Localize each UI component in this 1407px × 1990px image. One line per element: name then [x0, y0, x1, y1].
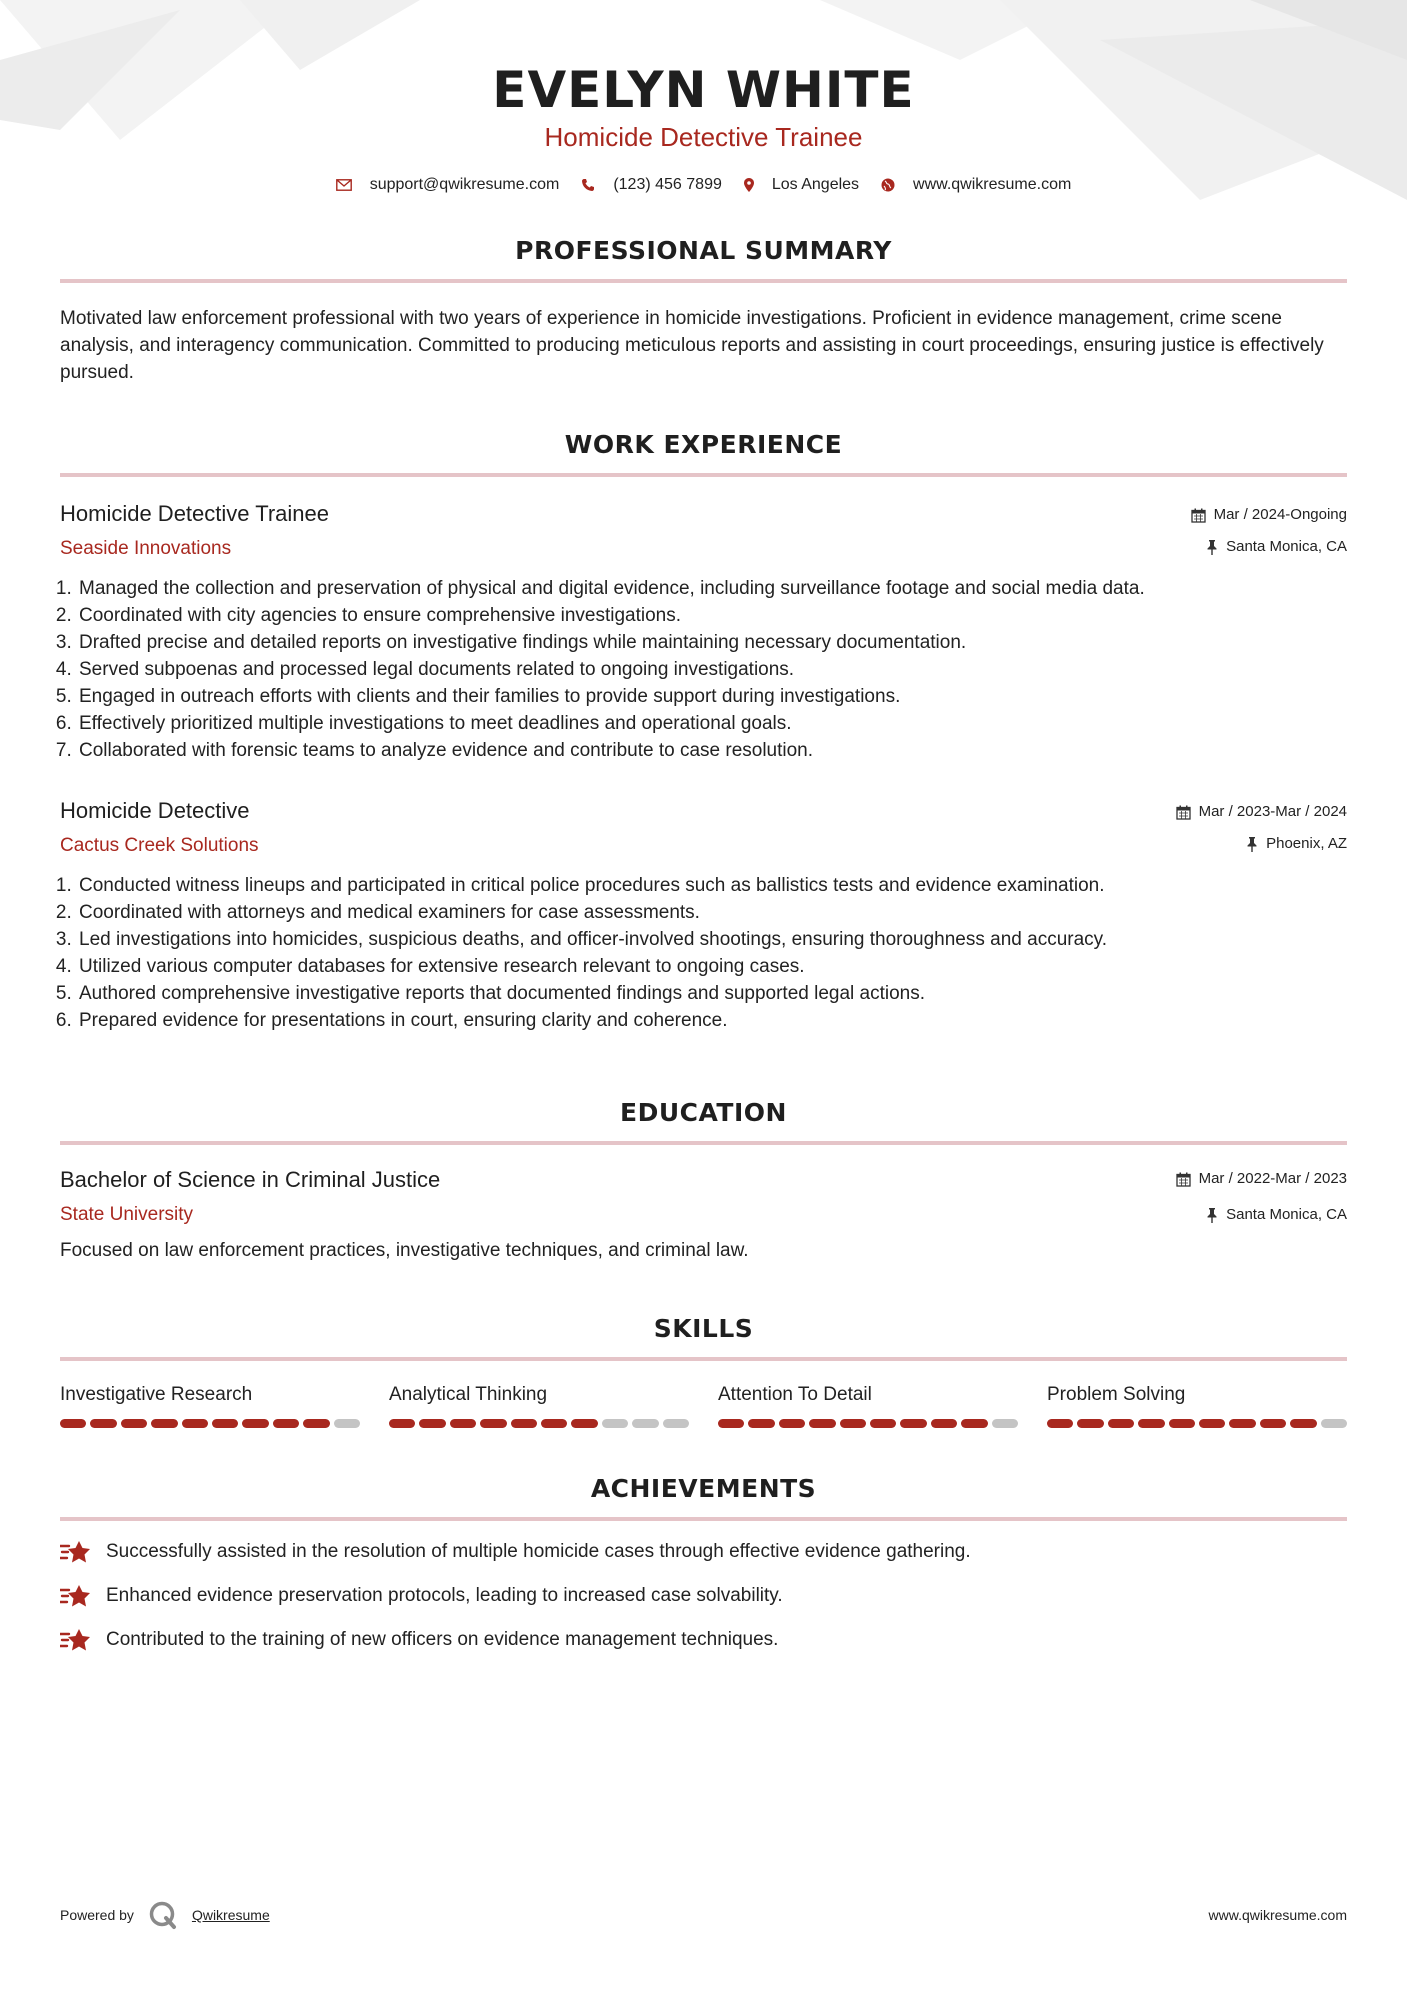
contact-phone[interactable] [581, 176, 722, 194]
job-entry [60, 501, 1347, 764]
skill-segment-empty [663, 1419, 689, 1428]
job-dates: Mar / 2024-Ongoing [1213, 506, 1347, 523]
skill-segment-filled [718, 1419, 744, 1428]
skill-segment-filled [1169, 1419, 1195, 1428]
skill-segment-filled [151, 1419, 177, 1428]
skills-section [60, 1314, 1347, 1428]
achievements-list [60, 1539, 1347, 1653]
achievements-divider [60, 1517, 1347, 1521]
skill-segment-filled [1077, 1419, 1103, 1428]
skill-segment-filled [121, 1419, 147, 1428]
school-name: State University [60, 1204, 194, 1225]
skill-item [60, 1383, 360, 1428]
skill-segment-filled [931, 1419, 957, 1428]
star-badge-icon [60, 1583, 92, 1609]
degree-title: Bachelor of Science in Criminal Justice [60, 1167, 441, 1192]
summary-section [60, 236, 1347, 386]
skill-name: Attention To Detail [718, 1384, 872, 1405]
list-item: 4. Served subpoenas and processed legal documents related to ongoing investigations. [77, 656, 1347, 683]
phone-text: (123) 456 7899 [613, 176, 722, 193]
list-item: 7. Collaborated with forensic teams to analyze evidence and contribute to case resolution. [77, 737, 1347, 764]
skill-segment-empty [1321, 1419, 1347, 1428]
skill-level-bar [60, 1419, 360, 1428]
education-description: Focused on law enforcement practices, investigative techniques, and criminal law. [60, 1240, 749, 1261]
job-company: Cactus Creek Solutions [60, 835, 259, 856]
job-duties [60, 575, 1347, 764]
envelope-icon [336, 179, 352, 191]
resume-header [60, 0, 1347, 194]
skill-segment-filled [1260, 1419, 1286, 1428]
summary-title: PROFESSIONAL SUMMARY [515, 236, 892, 265]
list-item: 2. Coordinated with city agencies to ensure comprehensive investigations. [77, 602, 1347, 629]
powered-by [60, 1900, 270, 1930]
list-item: 1. Conducted witness lineups and participated in critical police procedures such as ballistics tests and evidence examination. [77, 872, 1347, 899]
qwikresume-logo-icon [148, 1900, 178, 1930]
skill-segment-filled [450, 1419, 476, 1428]
skill-segment-filled [480, 1419, 506, 1428]
email-text: support@qwikresume.com [369, 176, 560, 193]
skill-level-bar [718, 1419, 1018, 1428]
skill-segment-filled [60, 1419, 86, 1428]
pushpin-icon [1206, 540, 1218, 555]
list-item [60, 1539, 1347, 1565]
job-dates: Mar / 2023-Mar / 2024 [1198, 803, 1347, 820]
list-item: 5. Authored comprehensive investigative reports that documented findings and supported legal actions. [77, 980, 1347, 1007]
skill-name: Analytical Thinking [389, 1384, 548, 1405]
list-item: 5. Engaged in outreach efforts with clients and their families to provide support during investigations. [77, 683, 1347, 710]
phone-icon [581, 178, 595, 192]
list-item: 2. Coordinated with attorneys and medical examiners for case assessments. [77, 899, 1347, 926]
education-section [60, 1098, 1347, 1264]
skill-segment-empty [334, 1419, 360, 1428]
list-item [60, 1583, 1347, 1609]
skill-segment-filled [1229, 1419, 1255, 1428]
skills-title: SKILLS [653, 1314, 754, 1343]
skill-segment-filled [840, 1419, 866, 1428]
skill-segment-filled [419, 1419, 445, 1428]
map-pin-icon [744, 178, 754, 192]
skill-segment-filled [242, 1419, 268, 1428]
skill-item [718, 1383, 1018, 1428]
star-badge-icon [60, 1539, 92, 1565]
pushpin-icon [1206, 1208, 1218, 1223]
summary-text: Motivated law enforcement professional with two years of experience in homicide investigations. Proficient in evidence management, crime scene analysis, and interagency communication. Committed to producing meticulous reports and assisting in court proceedings, ensuring justice is effectively pursued. [60, 308, 1324, 383]
job-title: Homicide Detective [60, 798, 250, 823]
education-entry [60, 1167, 1347, 1264]
skill-name: Investigative Research [60, 1384, 253, 1405]
education-location: Santa Monica, CA [1226, 1206, 1347, 1223]
skill-segment-filled [1290, 1419, 1316, 1428]
skill-item [1047, 1383, 1347, 1428]
job-meta [1191, 501, 1347, 557]
summary-divider [60, 279, 1347, 283]
calendar-icon [1176, 1172, 1191, 1187]
achievement-text: Contributed to the training of new officers on evidence management techniques. [106, 1629, 779, 1650]
list-item: 3. Led investigations into homicides, suspicious deaths, and officer-involved shootings, ensuring thoroughness and accuracy. [77, 926, 1347, 953]
star-badge-icon [60, 1627, 92, 1653]
skill-segment-empty [632, 1419, 658, 1428]
skill-segment-filled [212, 1419, 238, 1428]
qwikresume-link[interactable]: Qwikresume [191, 1907, 270, 1923]
job-location: Santa Monica, CA [1226, 538, 1347, 555]
job-entry [60, 798, 1347, 1034]
skill-segment-filled [182, 1419, 208, 1428]
skill-item [389, 1383, 689, 1428]
list-item: 4. Utilized various computer databases for extensive research relevant to ongoing cases. [77, 953, 1347, 980]
skill-segment-filled [870, 1419, 896, 1428]
calendar-icon [1176, 805, 1191, 820]
job-duties [60, 872, 1347, 1034]
education-divider [60, 1141, 1347, 1145]
list-item: 6. Prepared evidence for presentations in court, ensuring clarity and coherence. [77, 1007, 1347, 1034]
skill-segment-filled [1047, 1419, 1073, 1428]
job-company: Seaside Innovations [60, 538, 232, 559]
list-item: 1. Managed the collection and preservation of physical and digital evidence, including surveillance footage and social media data. [77, 575, 1347, 602]
footer [60, 1900, 1347, 1930]
contact-bar [60, 176, 1347, 194]
experience-title: WORK EXPERIENCE [564, 430, 843, 459]
powered-by-label: Powered by [60, 1907, 134, 1923]
calendar-icon [1191, 508, 1206, 523]
list-item: 3. Drafted precise and detailed reports on investigative findings while maintaining necessary documentation. [77, 629, 1347, 656]
skill-segment-filled [1108, 1419, 1134, 1428]
skills-divider [60, 1357, 1347, 1361]
contact-website[interactable] [881, 176, 1071, 194]
skill-segment-filled [90, 1419, 116, 1428]
skill-name: Problem Solving [1047, 1384, 1186, 1405]
job-meta [1176, 798, 1347, 854]
list-item: 6. Effectively prioritized multiple investigations to meet deadlines and operational goals. [77, 710, 1347, 737]
achievements-section [60, 1474, 1347, 1653]
candidate-name: EVELYN WHITE [492, 61, 915, 119]
experience-divider [60, 473, 1347, 477]
skill-segment-filled [961, 1419, 987, 1428]
pushpin-icon [1246, 837, 1258, 852]
list-item [60, 1627, 1347, 1653]
skill-level-bar [1047, 1419, 1347, 1428]
achievements-title: ACHIEVEMENTS [590, 1474, 817, 1503]
footer-website[interactable]: www.qwikresume.com [1208, 1907, 1347, 1923]
skill-segment-filled [748, 1419, 774, 1428]
job-title: Homicide Detective Trainee [60, 501, 330, 526]
skill-segment-filled [809, 1419, 835, 1428]
achievement-text: Successfully assisted in the resolution of multiple homicide cases through effective evidence gathering. [106, 1541, 971, 1562]
skill-segment-filled [900, 1419, 926, 1428]
skill-segment-empty [602, 1419, 628, 1428]
website-text: www.qwikresume.com [913, 176, 1072, 193]
skill-segment-filled [303, 1419, 329, 1428]
candidate-role: Homicide Detective Trainee [544, 122, 863, 152]
skills-list [60, 1383, 1347, 1428]
job-location: Phoenix, AZ [1266, 835, 1347, 852]
skill-segment-filled [1199, 1419, 1225, 1428]
skill-level-bar [389, 1419, 689, 1428]
experience-section [60, 430, 1347, 1034]
education-title: EDUCATION [620, 1098, 787, 1127]
skill-segment-empty [992, 1419, 1018, 1428]
achievement-text: Enhanced evidence preservation protocols, leading to increased case solvability. [106, 1585, 783, 1606]
education-meta [1176, 1167, 1347, 1225]
skill-segment-filled [511, 1419, 537, 1428]
skill-segment-filled [1138, 1419, 1164, 1428]
contact-location [744, 176, 859, 194]
skill-segment-filled [273, 1419, 299, 1428]
skill-segment-filled [389, 1419, 415, 1428]
skill-segment-filled [571, 1419, 597, 1428]
contact-email[interactable] [336, 176, 560, 194]
skill-segment-filled [779, 1419, 805, 1428]
skill-segment-filled [541, 1419, 567, 1428]
location-text: Los Angeles [771, 176, 860, 193]
globe-icon [881, 178, 895, 192]
education-dates: Mar / 2022-Mar / 2023 [1198, 1170, 1347, 1187]
